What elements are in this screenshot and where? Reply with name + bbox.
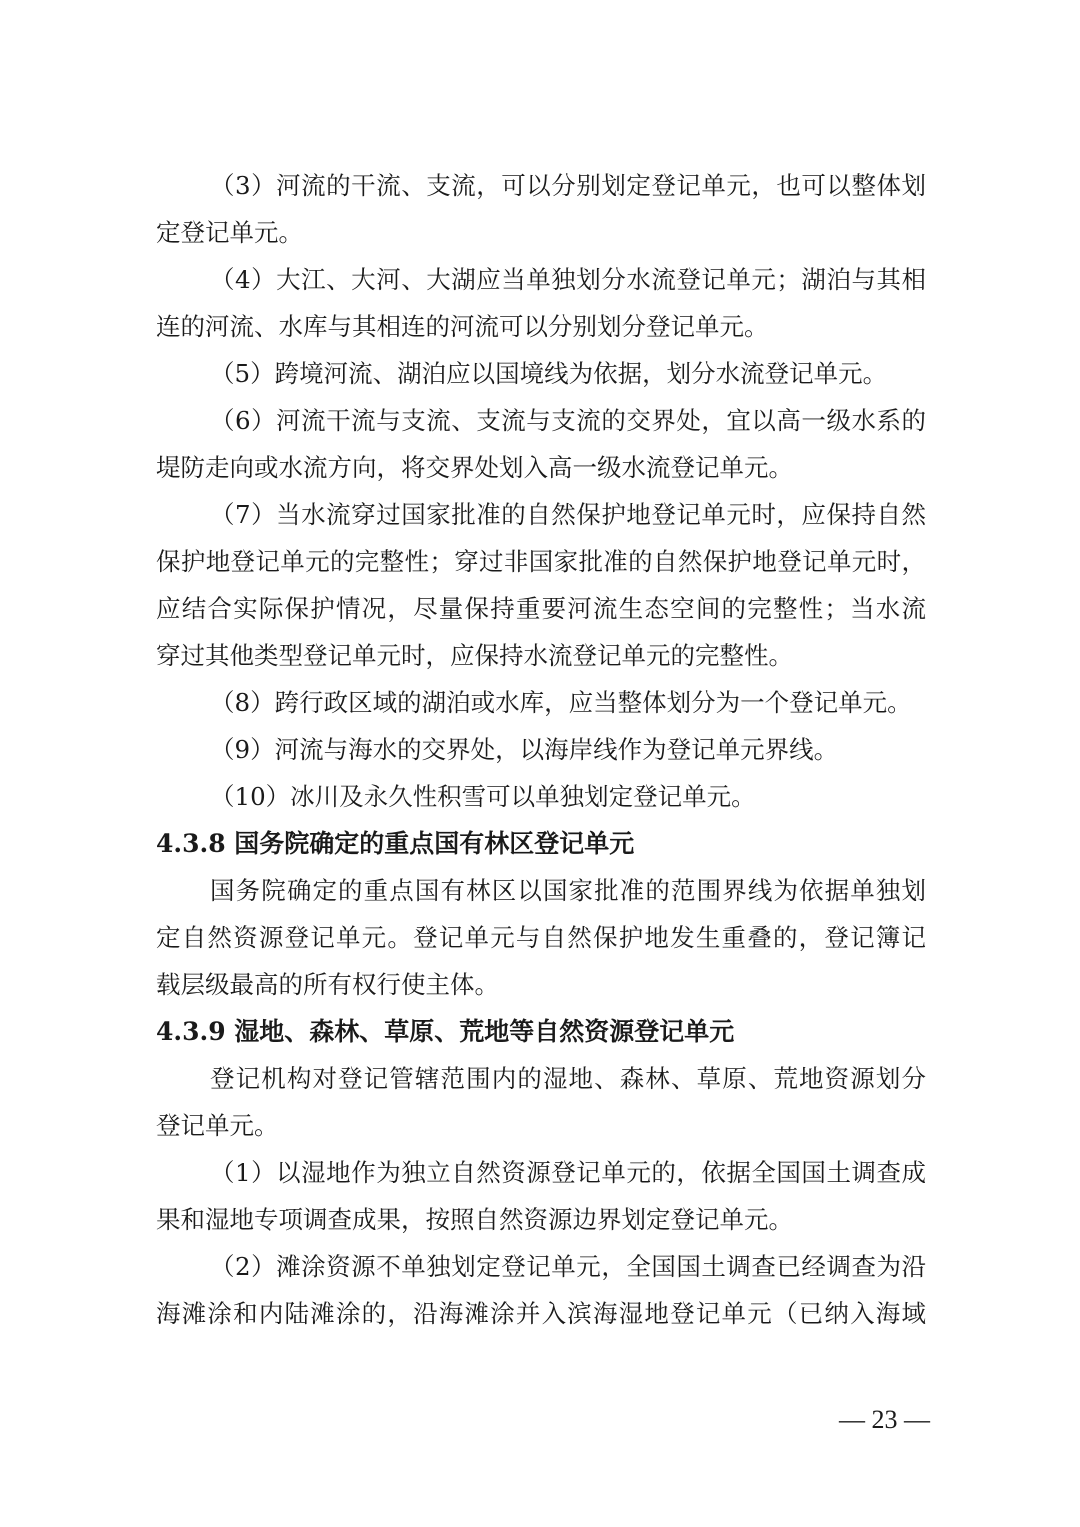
paragraph-line: 海滩涂和内陆滩涂的，沿海滩涂并入滨海湿地登记单元（已纳入海域 — [156, 1299, 926, 1328]
page-number: — 23 — — [839, 1405, 930, 1434]
paragraph-line: 登记单元。 — [156, 1111, 279, 1140]
paragraph-line: 连的河流、水库与其相连的河流可以分别划分登记单元。 — [156, 312, 769, 341]
section-heading-4-3-9: 4.3.9 湿地、森林、草原、荒地等自然资源登记单元 — [156, 1017, 735, 1046]
paragraph-line: （8）跨行政区域的湖泊或水库，应当整体划分为一个登记单元。 — [210, 688, 912, 717]
paragraph-line: 登记机构对登记管辖范围内的湿地、森林、草原、荒地资源划分 — [210, 1064, 926, 1093]
paragraph-line: （2）滩涂资源不单独划定登记单元，全国国土调查已经调查为沿 — [210, 1252, 926, 1281]
paragraph-line: （1）以湿地作为独立自然资源登记单元的，依据全国国土调查成 — [210, 1158, 926, 1187]
paragraph-line: （4）大江、大河、大湖应当单独划分水流登记单元；湖泊与其相 — [210, 265, 926, 294]
paragraph-line: （6）河流干流与支流、支流与支流的交界处，宜以高一级水系的 — [210, 406, 926, 435]
paragraph-line: 载层级最高的所有权行使主体。 — [156, 970, 499, 999]
paragraph-line: 定自然资源登记单元。登记单元与自然保护地发生重叠的，登记簿记 — [156, 923, 926, 952]
paragraph-line: 保护地登记单元的完整性；穿过非国家批准的自然保护地登记单元时， — [156, 547, 926, 576]
paragraph-line: （10）冰川及永久性积雪可以单独划定登记单元。 — [210, 782, 756, 811]
paragraph-line: （3）河流的干流、支流，可以分别划定登记单元，也可以整体划 — [210, 171, 926, 200]
paragraph-line: 应结合实际保护情况，尽量保持重要河流生态空间的完整性；当水流 — [156, 594, 926, 623]
paragraph-line: 果和湿地专项调查成果，按照自然资源边界划定登记单元。 — [156, 1205, 793, 1234]
paragraph-line: 穿过其他类型登记单元时，应保持水流登记单元的完整性。 — [156, 641, 793, 670]
paragraph-line: （5）跨境河流、湖泊应以国境线为依据，划分水流登记单元。 — [210, 359, 888, 388]
section-heading-4-3-8: 4.3.8 国务院确定的重点国有林区登记单元 — [156, 829, 635, 858]
paragraph-line: 国务院确定的重点国有林区以国家批准的范围界线为依据单独划 — [210, 876, 926, 905]
paragraph-line: （9）河流与海水的交界处，以海岸线作为登记单元界线。 — [210, 735, 839, 764]
paragraph-line: 堤防走向或水流方向，将交界处划入高一级水流登记单元。 — [156, 453, 793, 482]
paragraph-line: （7）当水流穿过国家批准的自然保护地登记单元时，应保持自然 — [210, 500, 926, 529]
paragraph-line: 定登记单元。 — [156, 218, 303, 247]
